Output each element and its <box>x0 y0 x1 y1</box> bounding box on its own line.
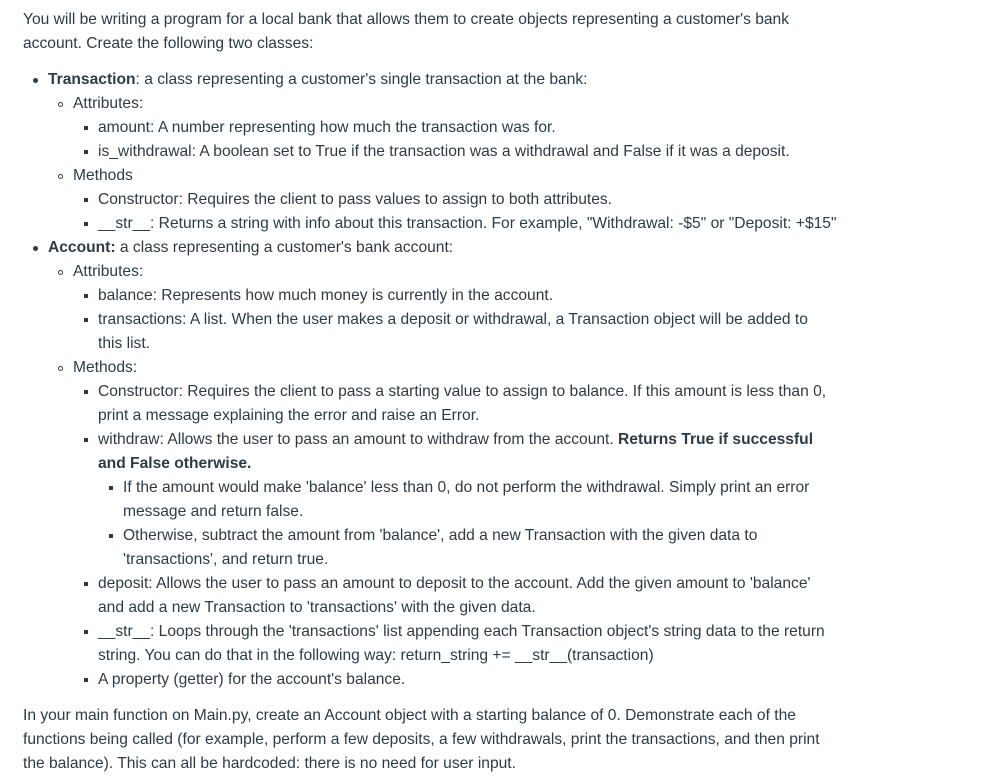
list-item: __str__: Returns a string with info about this transaction. For example, "Withdrawal: -$5" or "Deposit: +$15" <box>98 212 966 236</box>
list-item: Constructor: Requires the client to pass a starting value to assign to balance. If this amount is less than 0, print a message explaining the error and raise an Error. <box>98 380 966 428</box>
transaction-attributes-label: Attributes: <box>73 95 144 112</box>
transaction-class-desc: : a class representing a customer's single transaction at the bank: <box>135 71 588 88</box>
account-methods-list <box>98 380 966 692</box>
list-item: If the amount would make 'balance' less than 0, do not perform the withdrawal. Simply print an error message and return false. <box>123 476 836 524</box>
transaction-attributes-list <box>98 116 966 164</box>
list-item: amount: A number representing how much the transaction was for. <box>98 116 966 140</box>
account-attributes <box>73 260 966 356</box>
account-methods-label: Methods: <box>73 359 138 376</box>
transaction-methods-label: Methods <box>73 167 133 184</box>
transaction-sections <box>73 92 966 236</box>
account-sections <box>73 260 966 692</box>
list-item: transactions: A list. When the user makes a deposit or withdrawal, a Transaction object will be added to this list. <box>98 308 966 356</box>
transaction-methods-list <box>98 188 966 236</box>
list-item: A property (getter) for the account's balance. <box>98 668 966 692</box>
account-class-desc: a class representing a customer's bank account: <box>115 239 454 256</box>
outro-paragraph: In your main function on Main.py, create an Account object with a starting balance of 0. Demonstrate each of the functions being called (for example, perform a few deposits, a few withdrawals, print the transactions, and then print the balance). This can all be hardcoded: there is no need for user input. <box>23 707 820 772</box>
intro-paragraph: You will be writing a program for a local bank that allows them to create objects representing a customer's bank account. Create the following two classes: <box>23 11 790 52</box>
withdraw-bold-text: Returns True if successful and False otherwise. <box>98 431 814 472</box>
transaction-class-name: Transaction <box>48 71 136 88</box>
withdraw-sub-list <box>123 476 836 572</box>
account-attributes-label: Attributes: <box>73 263 144 280</box>
withdraw-text: withdraw: Allows the user to pass an amount to withdraw from the account. <box>98 431 619 448</box>
list-item: Constructor: Requires the client to pass values to assign to both attributes. <box>98 188 966 212</box>
transaction-attributes <box>73 92 966 164</box>
class-item-account <box>48 236 966 692</box>
list-item: Otherwise, subtract the amount from 'balance', add a new Transaction with the given data to 'transactions', and return true. <box>123 524 836 572</box>
list-item <box>98 428 966 572</box>
account-class-name: Account: <box>48 239 116 256</box>
class-list <box>48 68 966 692</box>
account-attributes-list <box>98 284 966 356</box>
transaction-methods <box>73 164 966 236</box>
list-item: deposit: Allows the user to pass an amount to deposit to the account. Add the given amount to 'balance' and add a new Transaction to 'transactions' with the given data. <box>98 572 966 620</box>
list-item: __str__: Loops through the 'transactions' list appending each Transaction object's string data to the return string. You can do that in the following way: return_string += __str__(transaction) <box>98 620 966 668</box>
list-item: is_withdrawal: A boolean set to True if the transaction was a withdrawal and False if it was a deposit. <box>98 140 966 164</box>
class-item-transaction <box>48 68 966 236</box>
account-methods <box>73 356 966 692</box>
list-item: balance: Represents how much money is currently in the account. <box>98 284 966 308</box>
